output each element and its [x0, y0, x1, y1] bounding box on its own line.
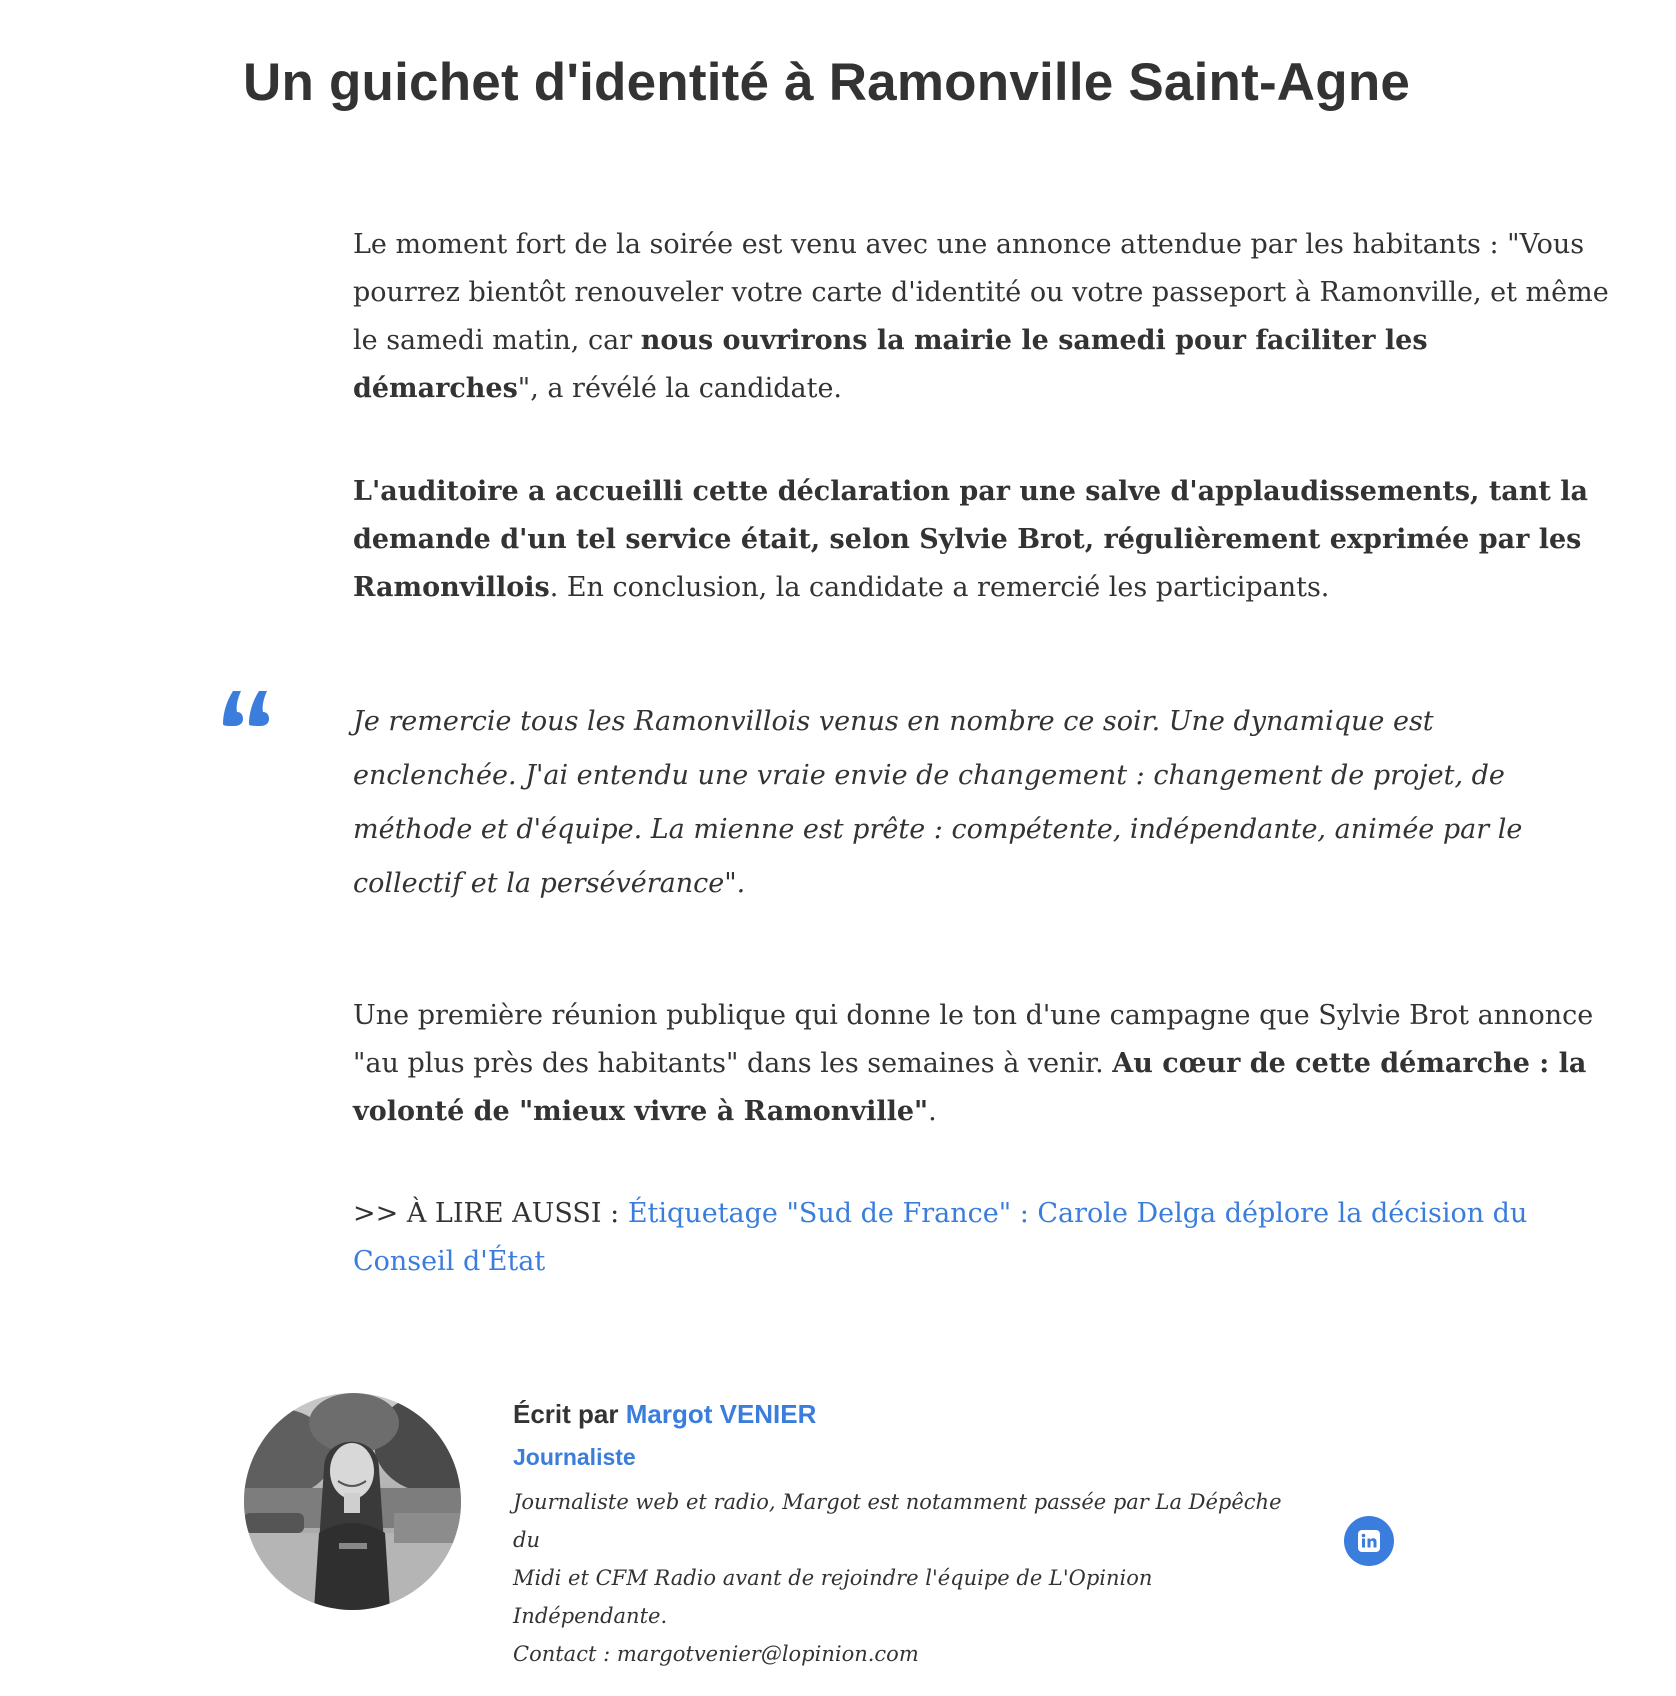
- pull-quote: Je remercie tous les Ramonvillois venus en nombre ce soir. Une dynamique est enclenchée. J'ai entendu une vraie envie de changement : changement de projet, de méthode et d'équipe. La mienne est prête : compétente, indépendante, animée par le collectif et la persévérance".: [353, 706, 1523, 899]
- paragraph-bold-text: nous ouvrirons la mairie le samedi pour faciliter les démarches: [353, 325, 1428, 404]
- author-bio-line: Journaliste web et radio, Margot est notamment passée par La Dépêche du: [513, 1490, 1282, 1552]
- read-also-link[interactable]: Étiquetage "Sud de France" : Carole Delga déplore la décision du Conseil d'État: [353, 1198, 1528, 1277]
- author-bio: [513, 1483, 1293, 1673]
- article-paragraph-1: [353, 221, 1613, 413]
- paragraph-text: Le moment fort de la soirée est venu avec une annonce attendue par les habitants : "Vous pourrez bientôt renouveler votre carte d'identité ou votre passeport à Ramonville, et même le samedi matin, car: [353, 229, 1609, 356]
- article-paragraph-2: [353, 468, 1613, 612]
- author-avatar: [244, 1393, 461, 1610]
- paragraph-text: ", a révélé la candidate.: [517, 373, 843, 404]
- author-photo: [244, 1393, 461, 1610]
- author-bio-line: Contact : margotvenier@lopinion.com: [513, 1642, 919, 1666]
- author-role: Journaliste: [513, 1444, 636, 1470]
- article-paragraph-3: [353, 992, 1613, 1136]
- linkedin-icon: [1357, 1529, 1381, 1553]
- paragraph-text: Une première réunion publique qui donne le ton d'une campagne que Sylvie Brot annonce "au plus près des habitants" dans les semaines à venir.: [353, 1000, 1594, 1079]
- written-by-label: Écrit par: [513, 1399, 626, 1429]
- read-also-prefix: >> À LIRE AUSSI :: [353, 1198, 628, 1229]
- author-bio-line: Midi et CFM Radio avant de rejoindre l'équipe de L'Opinion Indépendante.: [513, 1566, 1153, 1628]
- quote-icon: [217, 680, 273, 736]
- read-also: [353, 1190, 1613, 1286]
- author-name-link[interactable]: Margot VENIER: [625, 1399, 817, 1429]
- paragraph-text: .: [928, 1096, 937, 1127]
- paragraph-text: . En conclusion, la candidate a remercié les participants.: [549, 572, 1330, 603]
- linkedin-button[interactable]: [1344, 1516, 1394, 1566]
- paragraph-bold-text: L'auditoire a accueilli cette déclaration par une salve d'applaudissements, tant la demande d'un tel service était, selon Sylvie Brot, régulièrement exprimée par les Ramonvillois: [353, 476, 1589, 603]
- author-byline: [513, 1396, 816, 1432]
- paragraph-bold-text: Au cœur de cette démarche : la volonté de "mieux vivre à Ramonville": [353, 1048, 1587, 1127]
- page-title: Un guichet d'identité à Ramonville Saint-Agne: [243, 53, 1411, 112]
